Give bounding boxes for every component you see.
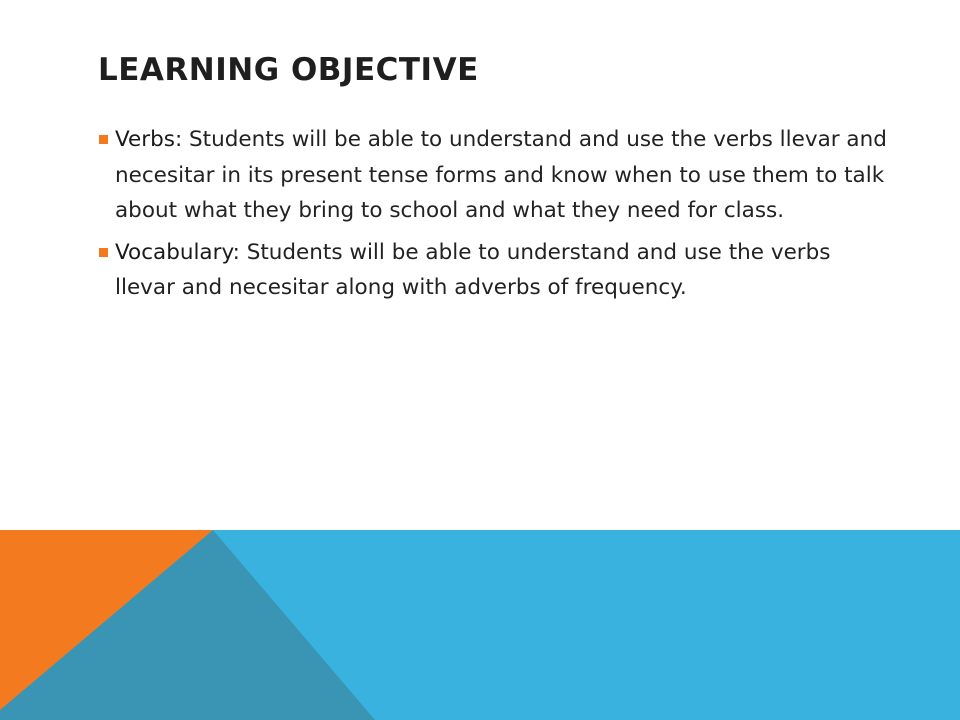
bullet-item-verbs [99, 122, 889, 229]
bullet-term: Vocabulary: [115, 239, 240, 265]
bullet-text: Students will be able to understand and use the verbs llevar and necesitar along with adverbs of frequency. [115, 239, 831, 300]
slide-title: LEARNING OBJECTIVE [98, 52, 479, 88]
square-bullet-icon [99, 248, 108, 257]
bullet-list [99, 122, 889, 312]
decorative-footer-band [0, 530, 960, 720]
bullet-text: Students will be able to understand and use the verbs llevar and necesitar in its present tense forms and know when to use them to talk about what they bring to school and what they need for class. [115, 127, 887, 223]
bullet-item-vocabulary [99, 235, 889, 306]
bullet-term: Verbs: [115, 127, 183, 152]
square-bullet-icon [99, 135, 108, 144]
